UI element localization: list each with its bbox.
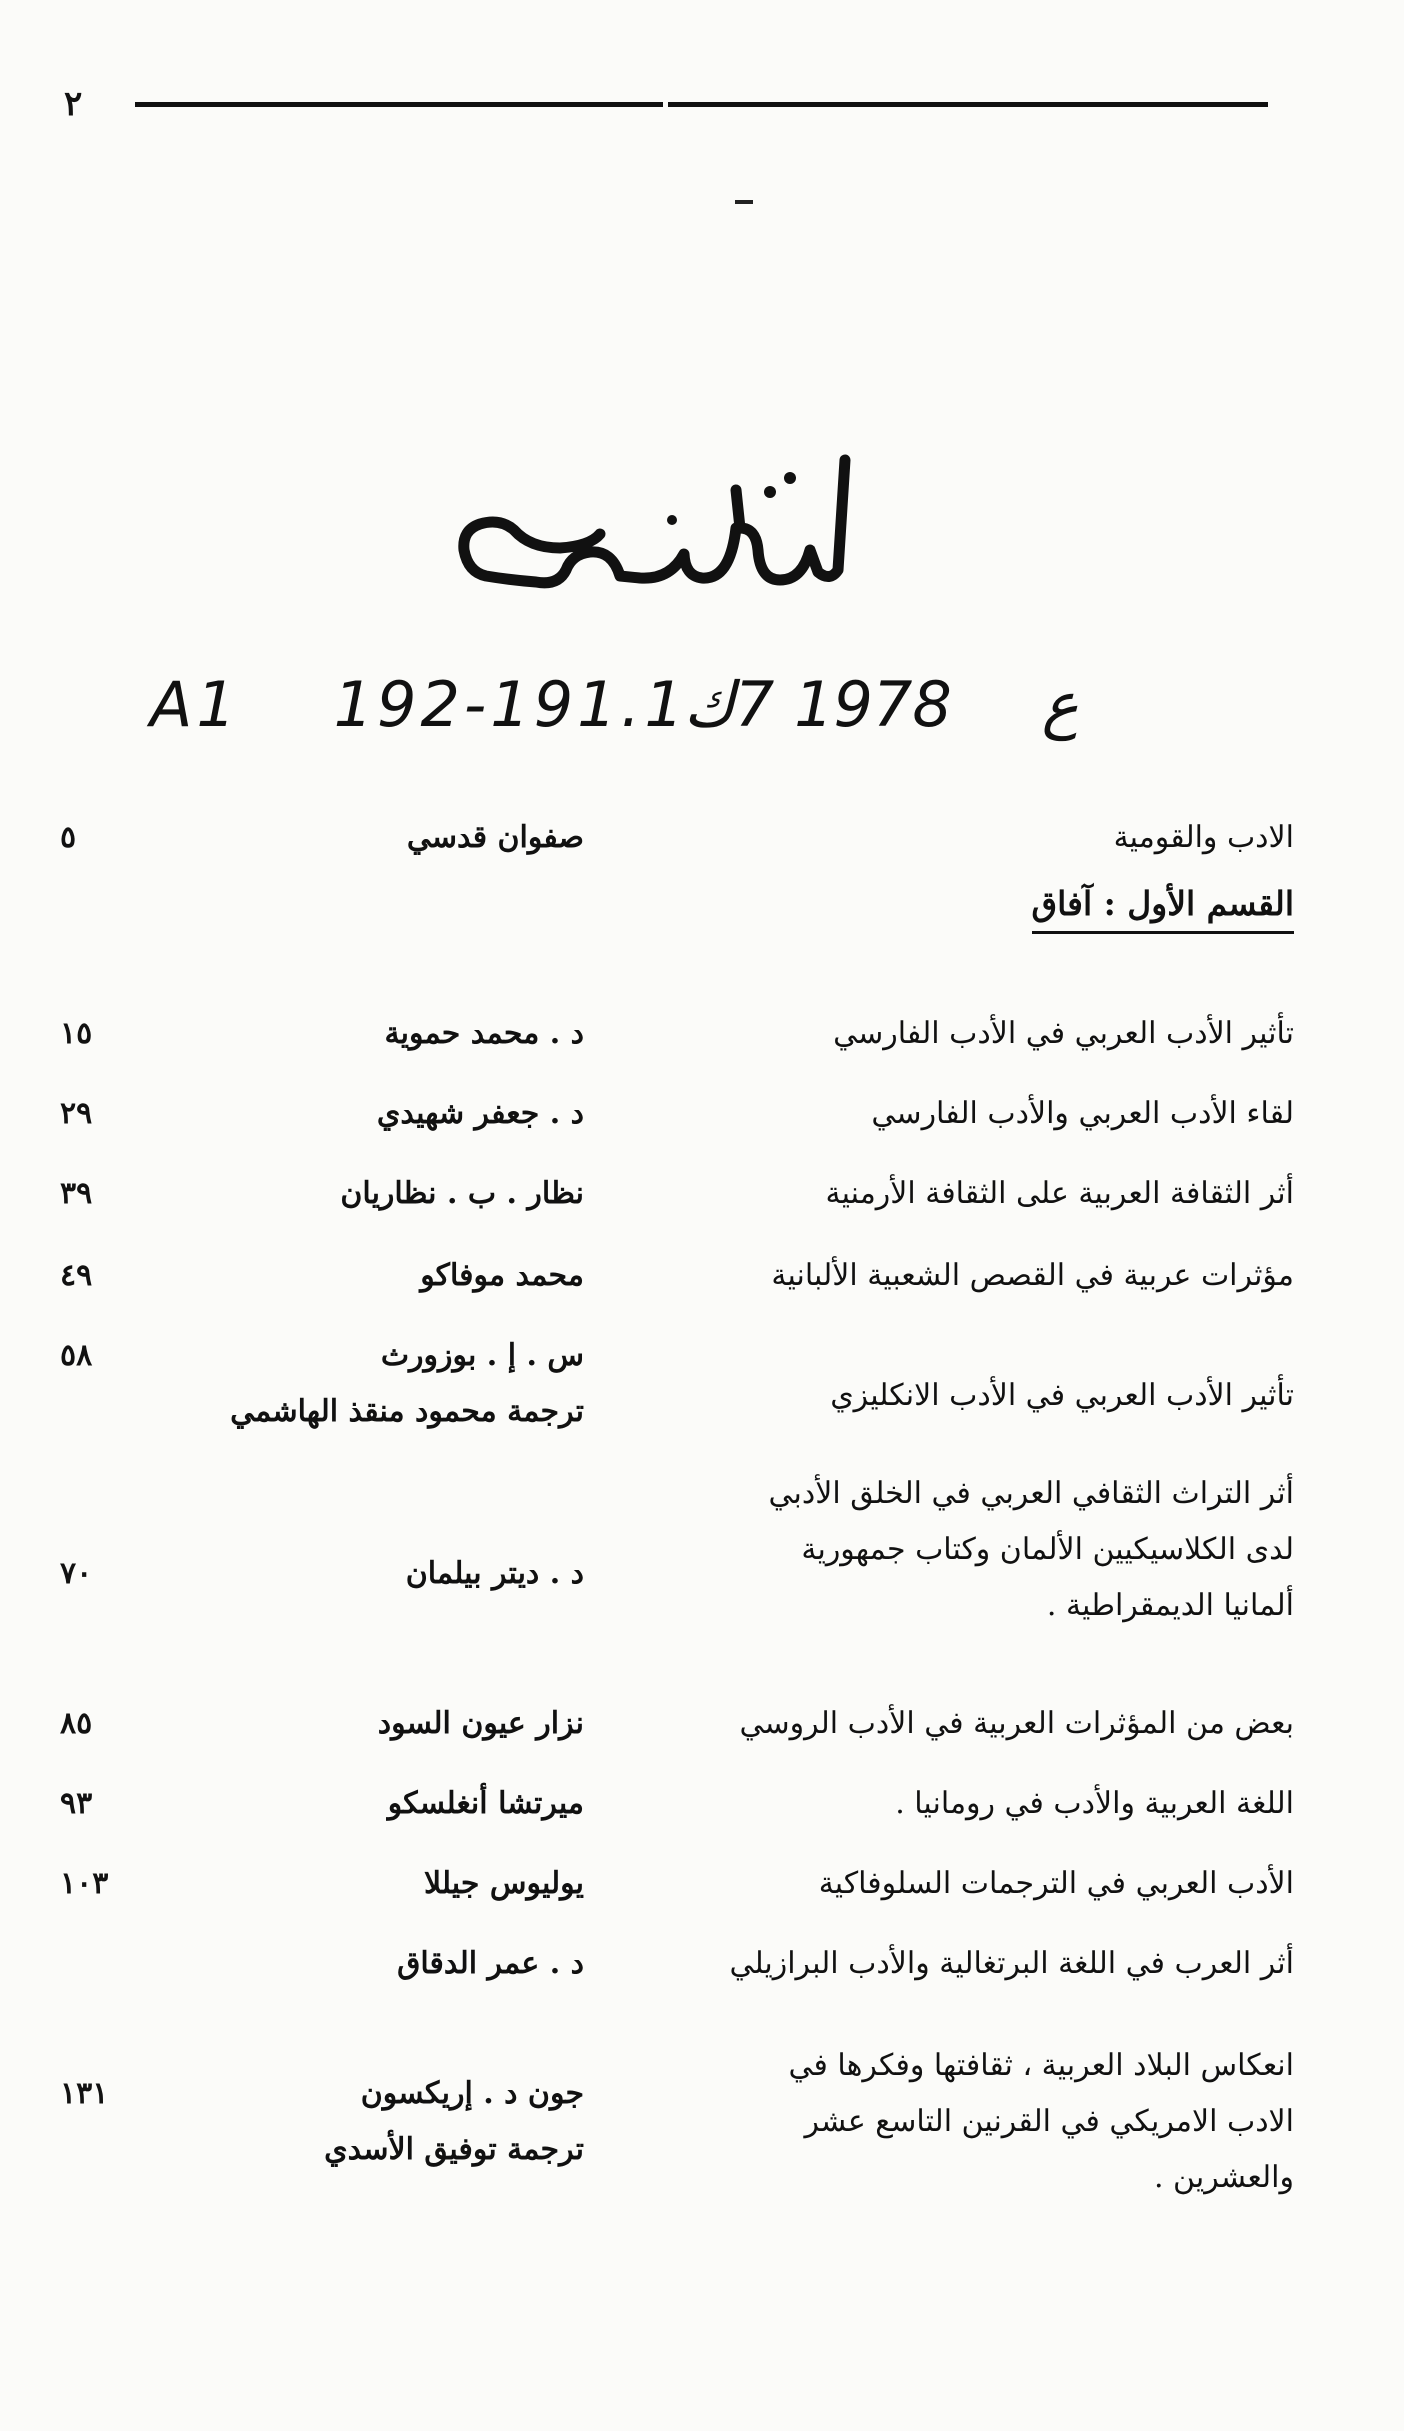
handwritten-catalog-note [150,668,1149,741]
entry-author: د . عمر الدقاق [397,1946,584,1981]
entry-title: مؤثرات عربية في القصص الشعبية الألبانية [771,1258,1294,1293]
entry-author: د . محمد حموية [384,1016,584,1051]
entry-page: ٤٩ [60,1258,93,1293]
calligraphic-title-svg [440,430,880,610]
entry-title: تأثير الأدب العربي في الأدب الفارسي [833,1016,1294,1051]
entry-author: د . جعفر شهيدي [376,1096,584,1131]
entry-author: محمد موفاكو [420,1258,584,1293]
entry-author: نظار . ب . نظاريان [340,1176,584,1211]
entry-title: أثر العرب في اللغة البرتغالية والأدب البرازيلي [729,1946,1294,1981]
entry-page: ٥٨ [60,1338,93,1373]
entry-page: ٥ [60,820,77,855]
entry-page: ٣٩ [60,1176,93,1211]
entry-title: لقاء الأدب العربي والأدب الفارسي [871,1096,1294,1131]
entry-page: ١٥ [60,1016,93,1051]
entry-title: أثر الثقافة العربية على الثقافة الأرمنية [825,1176,1294,1211]
entry-page: ١٣١ [60,2076,109,2111]
entry-title: تأثير الأدب العربي في الأدب الانكليزي [830,1378,1294,1413]
entry-author: جون د . إريكسون ترجمة توفيق الأسدي [324,2076,584,2167]
entry-page: ٧٠ [60,1556,93,1591]
catalog-code: A1 [150,668,240,741]
entry-title: انعكاس البلاد العربية ، ثقافتها وفكرها في الادب الامريكي في القرنين التاسع عشر والعشرين . [788,2048,1294,2195]
header-rule [135,102,663,107]
entry-page: ٨٥ [60,1706,93,1741]
entry-page: ٩٣ [60,1786,93,1821]
page-title [440,430,880,610]
entry-author: د . ديتر بيلمان [405,1556,584,1591]
entry-title: الأدب العربي في الترجمات السلوفاكية [818,1866,1294,1901]
entry-title: الادب والقومية [1113,820,1294,855]
entry-title: اللغة العربية والأدب في رومانيا . [895,1786,1294,1821]
entry-title: بعض من المؤثرات العربية في الأدب الروسي [739,1706,1294,1741]
section-heading: القسم الأول : آفاق [1032,884,1294,934]
catalog-range: 192-191.ع [333,668,1079,741]
entry-author: س . إ . بوزورث ترجمة محمود منقذ الهاشمي [230,1338,584,1429]
header-rule [668,102,1268,107]
entry-page: ٢٩ [60,1096,93,1131]
entry-page: ١٠٣ [60,1866,109,1901]
entry-author: نزار عيون السود [377,1706,584,1741]
entry-author: يوليوس جيللا [423,1866,584,1901]
catalog-year: 1978 7ك1 [644,668,952,741]
entry-author: صفوان قدسي [406,820,584,855]
page-number: ٢ [64,84,83,124]
entry-title: أثر التراث الثقافي العربي في الخلق الأدبي لدى الكلاسيكيين الألمان وكتاب جمهورية ألمانيا الديمقراطية . [768,1476,1294,1623]
print-mark [735,200,753,204]
entry-author: ميرتشا أنغلسكو [387,1786,584,1821]
